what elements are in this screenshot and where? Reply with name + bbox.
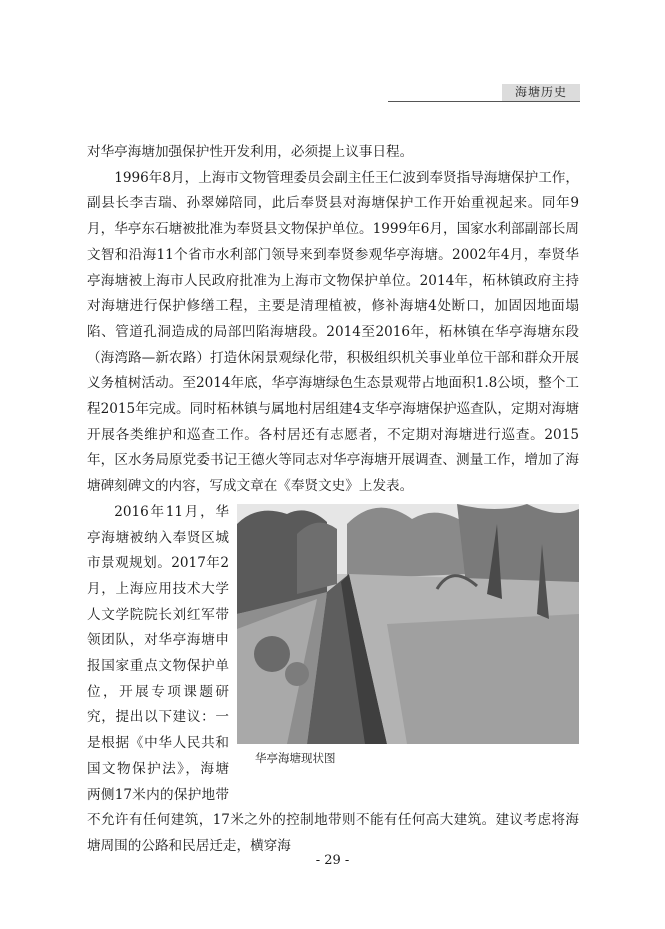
page-number: - 29 - bbox=[315, 853, 350, 868]
header-rule bbox=[388, 101, 580, 102]
section-title-tab: 海塘历史 bbox=[502, 84, 580, 101]
paragraph-1: 对华亭海塘加强保护性开发利用，必须提上议事日程。 bbox=[87, 144, 414, 160]
paragraph-2: 1996年8月，上海市文物管理委员会副主任王仁波到奉贤指导海塘保护工作，副县长李吉瑞、孙翠娣陪同，此后奉贤县对海塘保护工作开始重视起来。同年9月，华亭东石塘被批准为奉贤县文物保护单位。1999年6月，国家水利部副部长周文智和沿海11个省市水利部门领导来到奉贤参观华亭海塘。2002年4月，奉贤华亭海塘被上海市人民政府批准为上海市文物保护单位。2014年，柘林镇政府主持对海塘进行保护修缮工程，主要是清理植被，修补海塘4处断口，加固因地面塌陷、管道孔洞造成的局部凹陷海塘段。2014至2016年，柘林镇在华亭海塘东段（海湾路—新农路）打造休闲景观绿化带，积极组织机关事业单位干部和群众开展义务植树活动。至2014年底，华亭海塘绿色生态景观带占地面积1.8公顷，整个工程2015年完成。同时柘林镇与属地村居组建4支华亭海塘保护巡查队，定期对海塘开展各类维护和巡查工作。各村居还有志愿者，不定期对海塘进行巡查。2015年，区水务局原党委书记王德火等同志对华亭海塘开展调查、测量工作，增加了海塘碑刻碑文的内容，写成文章在《奉贤文史》上发表。 bbox=[87, 169, 579, 495]
paragraph-3: 2016年11月，华亭海塘被纳入奉贤区城市景观规划。2017年2月，上海应用技术大学人文学院院长刘红军带领团队，对华亭海塘申报国家重点文物保护单位，开展专项课题研究，提出以下建议：一是根据《中华人民共和国文物保护法》，海塘两侧17米内的保护地带不允许有任何建筑，17米之外的控制地带则不能有任何高大建筑。建议考虑将海塘周围的公路和民居迁走，横穿海 bbox=[87, 503, 579, 854]
seawall-figure bbox=[237, 504, 579, 784]
seawall-photo bbox=[237, 504, 579, 744]
figure-caption: 华亭海塘现状图 bbox=[255, 750, 336, 765]
body-text bbox=[87, 140, 579, 860]
